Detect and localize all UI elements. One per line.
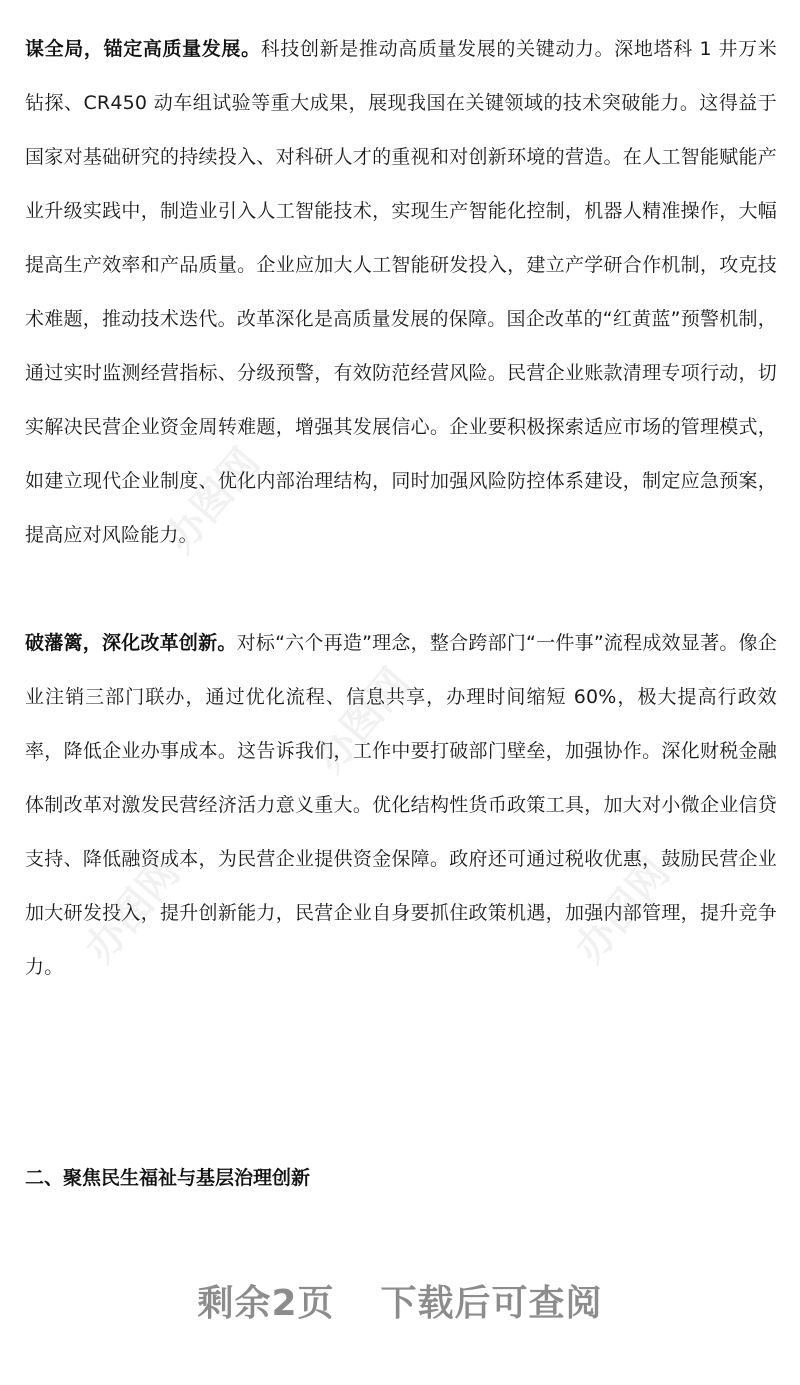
paragraph-1-lead: 谋全局，锚定高质量发展。: [25, 38, 261, 60]
paragraph-spacer: [25, 562, 777, 616]
remaining-pages-label: 剩余2页: [197, 1283, 335, 1324]
remaining-pages-notice[interactable]: [0, 1274, 800, 1334]
paragraph-2: [25, 616, 777, 994]
paragraph-2-text: 对标“六个再造”理念，整合跨部门“一件事”流程成效显著。像企业注销三部门联办，通过优化流程、信息共享，办理时间缩短 60%，极大提高行政效率，降低企业办事成本。这告诉我们，工作中要打破部门壁垒，加强协作。深化财税金融体制改革对激发民营经济活力意义重大。优化结构性货币政策工具，加大对小微企业信贷支持、降低融资成本，为民营企业提供资金保障。政府还可通过税收优惠，鼓励民营企业加大研发投入，提升创新能力，民营企业自身要抓住政策机遇，加强内部管理，提升竞争力。: [25, 632, 777, 978]
watermark: 办图网: [566, 850, 679, 972]
paragraph-1: [25, 22, 777, 562]
watermark: 办图网: [306, 660, 419, 782]
section-heading: 二、聚焦民生福祉与基层治理创新: [25, 1167, 311, 1189]
watermark: 办图网: [76, 850, 189, 972]
paragraph-2-lead: 破藩篱，深化改革创新。: [25, 632, 237, 654]
document-body: [25, 22, 777, 994]
paragraph-1-text: 科技创新是推动高质量发展的关键动力。深地塔科 1 井万米钻探、CR450 动车组试验等重大成果，展现我国在关键领域的技术突破能力。这得益于国家对基础研究的持续投入、对科研人才的重视和对创新环境的营造。在人工智能赋能产业升级实践中，制造业引入人工智能技术，实现生产智能化控制，机器人精准操作，大幅提高生产效率和产品质量。企业应加大人工智能研发投入，建立产学研合作机制，攻克技术难题，推动技术迭代。改革深化是高质量发展的保障。国企改革的“红黄蓝”预警机制，通过实时监测经营指标、分级预警，有效防范经营风险。民营企业账款清理专项行动，切实解决民营企业资金周转难题，增强其发展信心。企业要积极探索适应市场的管理模式，如建立现代企业制度、优化内部治理结构，同时加强风险防控体系建设，制定应急预案，提高应对风险能力。: [25, 38, 777, 546]
watermark: 办图网: [156, 440, 269, 562]
download-to-view-label[interactable]: 下载后可查阅: [380, 1283, 603, 1324]
